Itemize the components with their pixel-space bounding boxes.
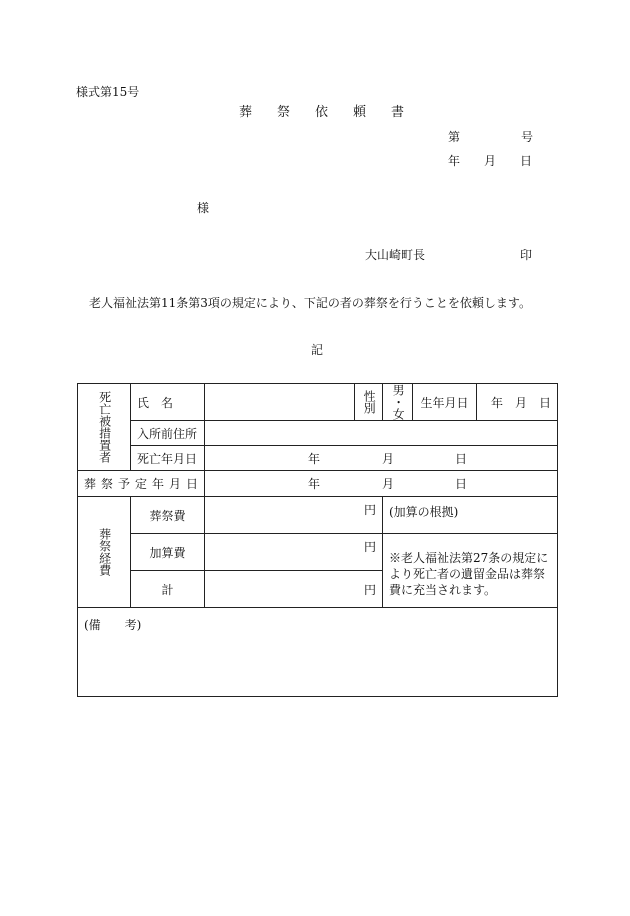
death-day: 日	[455, 451, 468, 466]
remarks-field[interactable]	[78, 608, 558, 697]
title-char: 依	[315, 105, 329, 120]
sender-name: 大山崎町長	[365, 248, 426, 262]
funeral-year: 年	[308, 477, 321, 491]
title-char: 頼	[353, 105, 367, 120]
name-field[interactable]	[205, 384, 355, 421]
seal-mark: 印	[520, 248, 533, 262]
sex-label-cell	[355, 384, 383, 421]
form-number: 様式第15号	[76, 85, 140, 99]
body-text: 老人福祉法第11条第3項の規定により、下記の者の葬祭を行うことを依頼します。	[89, 296, 531, 310]
total-label: 計	[131, 571, 205, 608]
ki-heading: 記	[311, 343, 324, 357]
death-date-label: 死亡年月日	[131, 446, 205, 471]
funeral-request-table	[77, 383, 558, 697]
death-date-field[interactable]	[205, 446, 558, 471]
sex-label: 性別	[362, 390, 377, 414]
name-label: 氏 名	[131, 384, 205, 421]
date-month: 月	[484, 154, 497, 168]
funeral-date-field[interactable]	[205, 471, 558, 497]
deceased-header-cell	[78, 384, 131, 471]
title-char: 書	[391, 105, 405, 120]
funeral-cost-label: 葬祭費	[131, 497, 205, 534]
prev-address-field[interactable]	[205, 421, 558, 446]
expense-header: 葬祭経費	[97, 528, 112, 576]
sex-options-cell	[383, 384, 413, 421]
birth-label: 生年月日	[413, 384, 477, 421]
total-field[interactable]: 円	[205, 571, 383, 608]
title-char: 祭	[277, 105, 291, 120]
sex-options[interactable]: 男・女	[391, 384, 406, 420]
additional-cost-label: 加算費	[131, 534, 205, 571]
addressee-suffix: 様	[197, 201, 210, 215]
death-year: 年	[308, 451, 321, 466]
death-month: 月	[382, 451, 395, 466]
date-day: 日	[520, 154, 533, 168]
funeral-month: 月	[382, 477, 395, 491]
funeral-cost-field[interactable]: 円	[205, 497, 383, 534]
birth-value[interactable]: 年 月 日	[477, 384, 558, 421]
title-char: 葬	[239, 105, 253, 120]
doc-number-prefix: 第	[448, 130, 461, 144]
funeral-date-label: 葬祭予定年月日	[78, 471, 205, 497]
expense-header-cell	[78, 497, 131, 608]
note-text: ※老人福祉法第27条の規定により死亡者の遺留金品は葬祭費に充当されます。	[383, 534, 558, 608]
document-number	[448, 131, 533, 143]
issue-date	[448, 155, 532, 167]
deceased-header: 死亡被措置者	[97, 391, 112, 463]
prev-address-label: 入所前住所	[131, 421, 205, 446]
funeral-day: 日	[455, 477, 468, 491]
remarks-label: (備 考)	[84, 618, 142, 632]
date-year: 年	[448, 154, 461, 168]
document-title	[239, 106, 404, 119]
basis-label: (加算の根拠)	[383, 497, 558, 534]
additional-cost-field[interactable]: 円	[205, 534, 383, 571]
doc-number-suffix: 号	[521, 130, 534, 144]
